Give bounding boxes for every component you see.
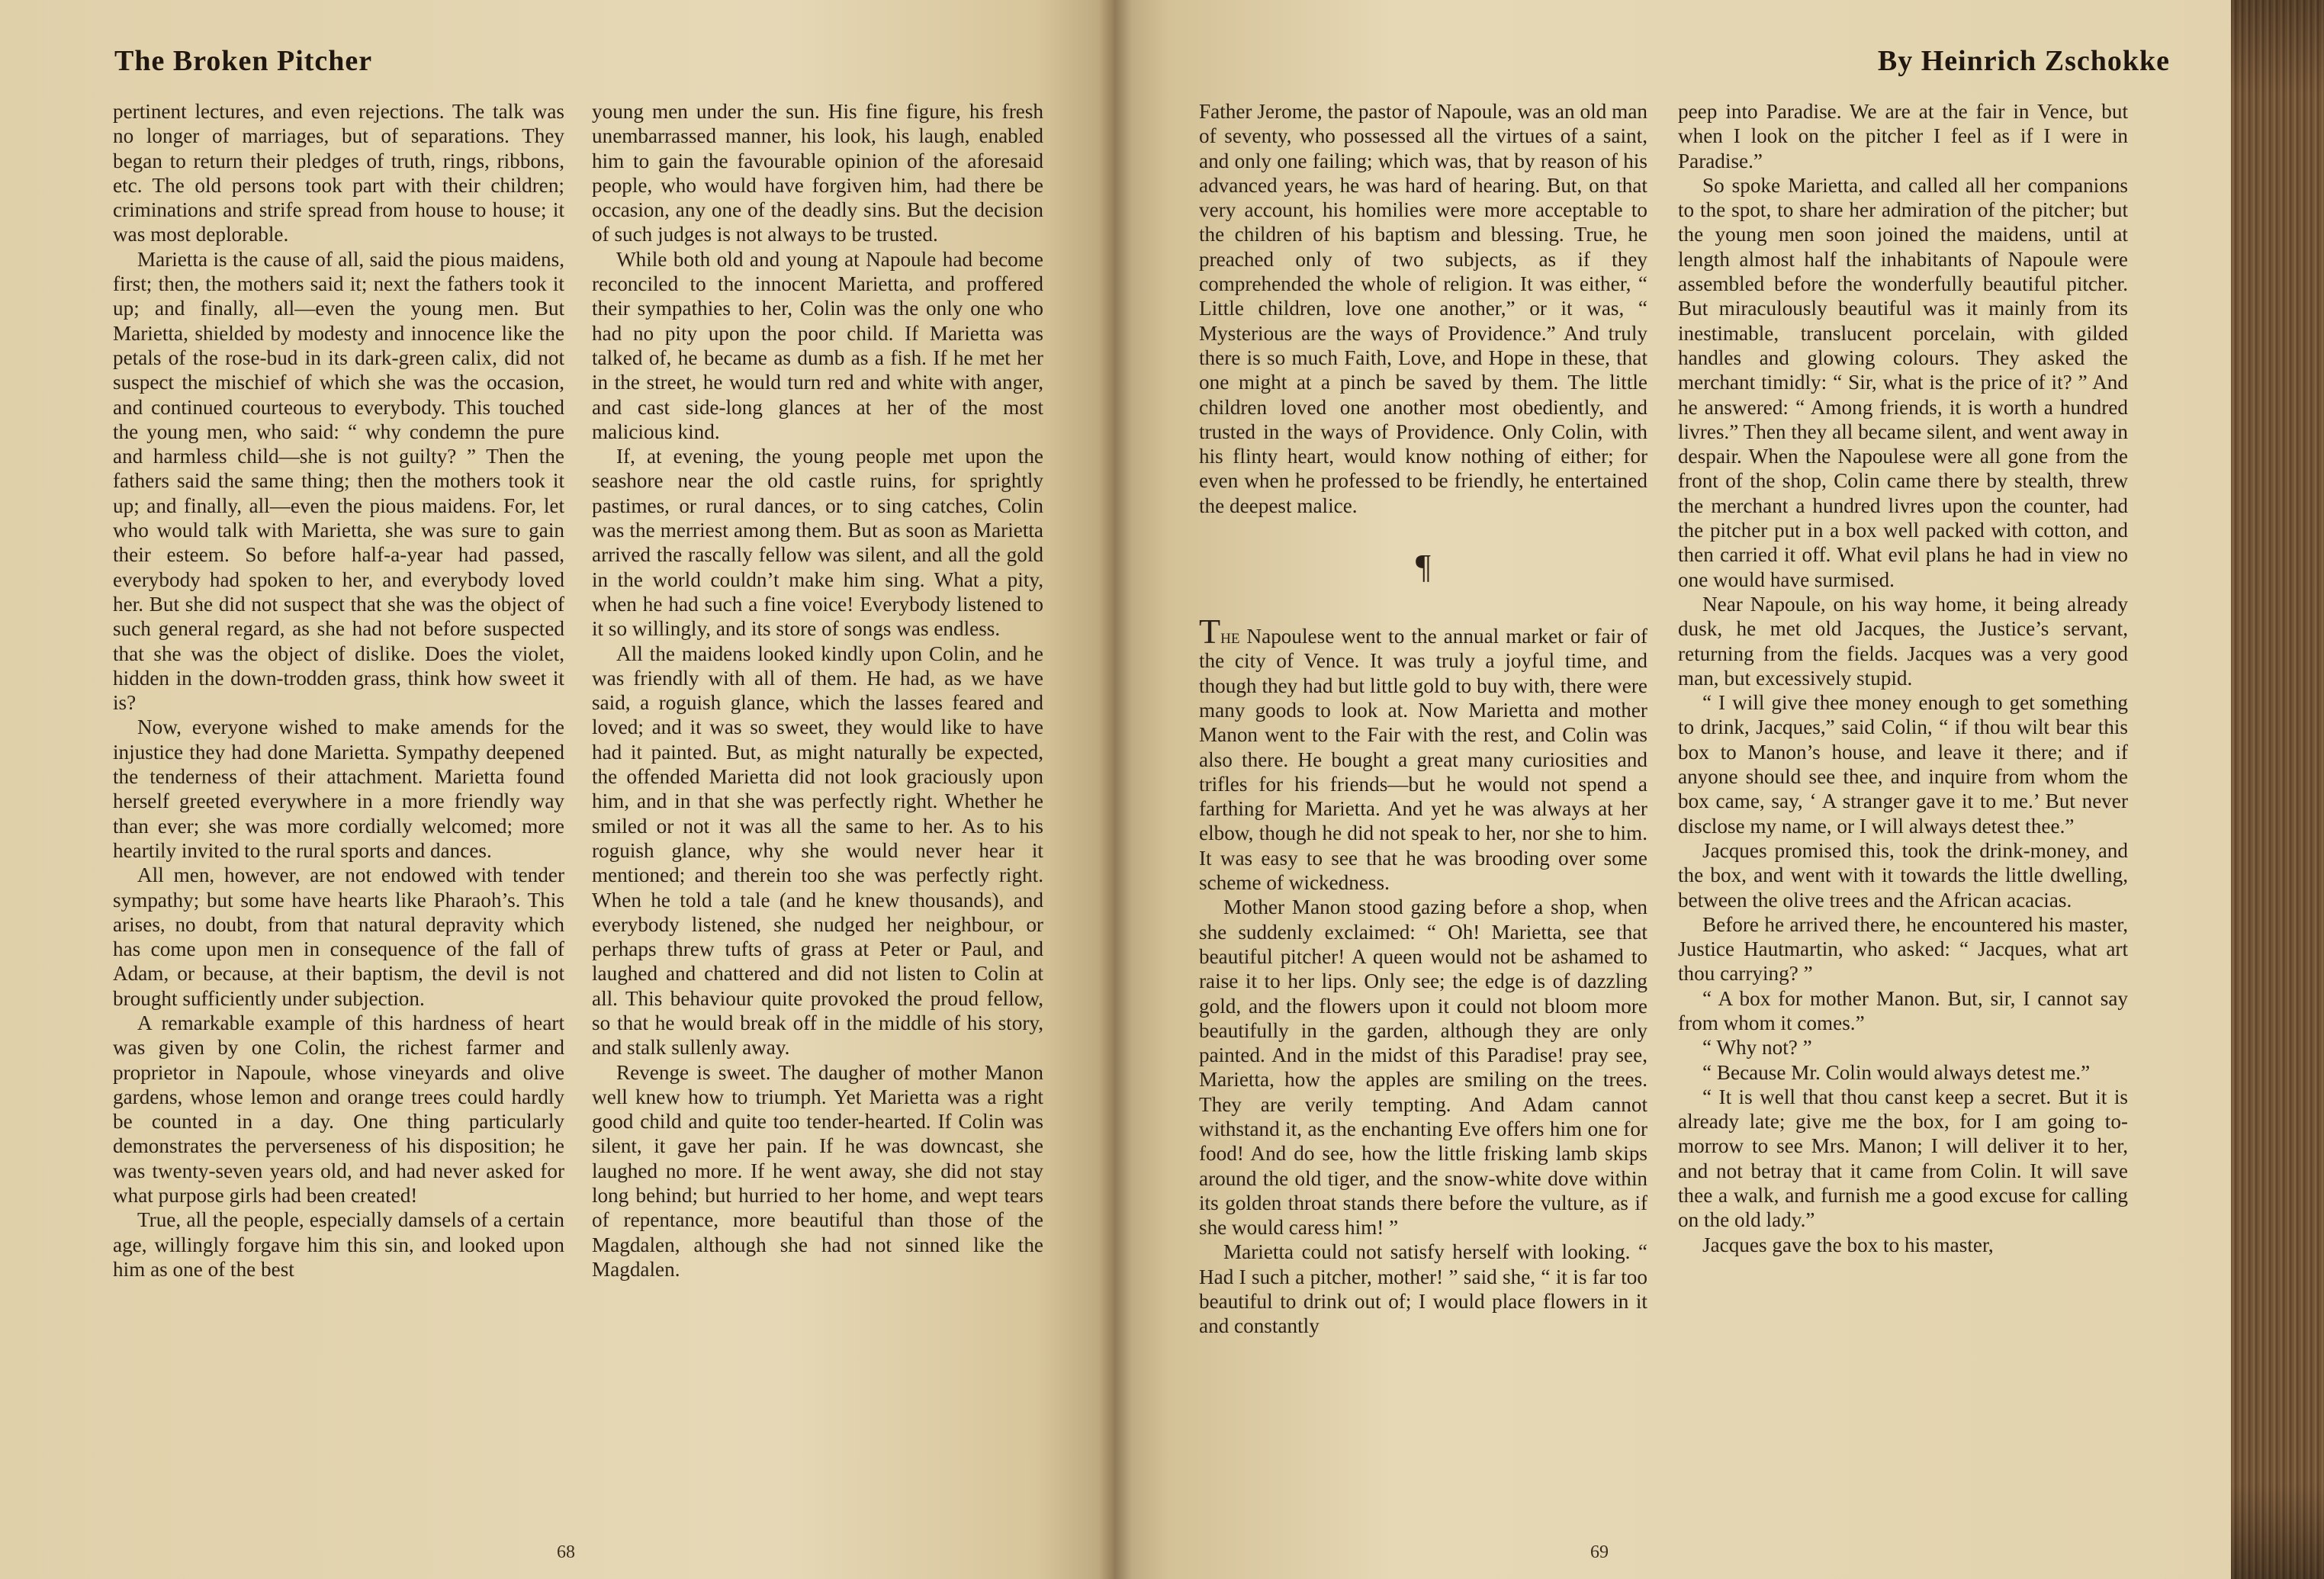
paragraph: If, at evening, the young people met upon the seashore near the old castle ruins, for sprightly pastimes, or rural dances, or to sing catches, Colin was the merriest among them. But as soon as Marietta arrived the rascally fellow was silent, and all the gold in the world couldn’t make him sing. What a pity, when he had such a fine voice! Everybody listened to it so willingly, and its store of songs was endless. [592, 445, 1043, 641]
paragraph: peep into Paradise. We are at the fair in Vence, but when I look on the pitcher I feel as if I were in Paradise.” [1678, 100, 2128, 172]
paragraph: Marietta is the cause of all, said the pious maidens, first; then, the mothers said it; next the fathers took it up; and finally, all—even the young men. But Marietta, shielded by modesty and innocence like the petals of the rose-bud in its dark-green calix, did not suspect the mischief of which she was the occasion, and continued courteous to everybody. This touched the young men, who said: “ why condemn the pure and harmless child—she is not guilty? ” Then the fathers said the same thing; then the mothers took it up; and finally, all—even the pious maidens. For, let who would talk with Marietta, she was sure to gain their esteem. So before half-a-year had passed, everybody had spoken to her, and everybody loved her. But she did not suspect that she was the object of such general regard, as she had not before suspected that she was the object of dislike. Does the violet, hidden in the down-trodden grass, think how sweet it is? [113, 247, 564, 715]
page-number-right: 69 [1590, 1542, 1609, 1562]
section-mark-icon: ¶ [1416, 548, 1431, 586]
paragraph: “ It is well that thou canst keep a secret. But it is already late; give me the box, for I am going to-morrow to see Mrs. Manon; I will deliver it to her, and not betray that it came from Colin. It will save thee a walk, and furnish me a good excuse for calling on the old lady.” [1678, 1085, 2128, 1232]
paragraph-text: Napoulese went to the annual market or fair of the city of Vence. It was truly a joyful time, and though they had but little gold to buy with, there were many goods to look at. Now Marietta and mother Manon went to the Fair with the rest, and Colin was also there. He bought a great many curiosities and trifles for his friends—but he would not spend a farthing for Marietta. And yet he was always at her elbow, though he did not speak to her, nor she to him. It was easy to see that he was brooding over some scheme of wickedness. [1199, 625, 1647, 895]
running-head-right: By Heinrich Zschokke [1877, 45, 2170, 77]
paragraph: young men under the sun. His fine figure, his fresh unembarrassed manner, his look, his laugh, enabled him to gain the favourable opinion of the aforesaid people, who would have forgiven him, had there be occasion, any one of the deadly sins. But the decision of such judges is not always to be trusted. [592, 100, 1043, 246]
left-page-column-1 [113, 99, 564, 1533]
page-edges-shade [2231, 0, 2324, 1579]
right-page-column-1 [1199, 99, 1647, 1533]
paragraph: All the maidens looked kindly upon Colin, and he was friendly with all of them. He had, as we have said, a roguish glance, which the lasses feared and loved; and it was so sweet, they would like to have had it painted. But, as might naturally be expected, the offended Marietta did not look graciously upon him, and in that she was perfectly right. Whether he smiled or not it was all the same to her. As to his roguish glance, why she would never hear it mentioned; and therein too she was perfectly right. When he told a tale (and he knew thousands), and everybody listened, she nudged her neighbour, or perhaps threw tufts of grass at Peter or Paul, and laughed and chattered and did not listen to Colin at all. This behaviour quite provoked the proud fellow, so that he would break off in the middle of his story, and stalk sullenly away. [592, 642, 1043, 1060]
drop-cap: T [1199, 612, 1221, 651]
paragraph: “ Why not? ” [1702, 1036, 1812, 1060]
paragraph: “ I will give thee money enough to get something to drink, Jacques,” said Colin, “ if thou wilt bear this box to Manon’s house, and leave it there; and if anyone should see thee, and inquire from whom the box came, say, ‘ A stranger gave it to me.’ But never disclose my name, or I will always detest thee.” [1678, 691, 2128, 838]
paragraph: Before he arrived there, he encountered his master, Justice Hautmartin, who asked: “ Jacques, what art thou carrying? ” [1678, 912, 2128, 986]
paragraph: “ Because Mr. Colin would always detest me.” [1702, 1060, 2091, 1084]
section-opening-paragraph [1199, 612, 1647, 895]
running-head-left: The Broken Pitcher [114, 45, 373, 77]
left-page [0, 0, 1114, 1579]
right-page [1114, 0, 2235, 1579]
drop-cap-rest: he [1220, 625, 1240, 648]
paragraph: Jacques promised this, took the drink-money, and the box, and went with it towards the little dwelling, between the olive trees and the African acacias. [1678, 838, 2128, 912]
paragraph: Jacques gave the box to his master, [1702, 1233, 1994, 1256]
paragraph: While both old and young at Napoule had become reconciled to the innocent Marietta, and proffered their sympathies to her, Colin was the only one who had no pity upon the poor child. If Marietta was talked of, he became as dumb as a fish. If he met her in the street, he would turn red and white with anger, and cast side-long glances at her of the most malicious kind. [592, 247, 1043, 443]
paragraph: pertinent lectures, and even rejections. The talk was no longer of marriages, but of separations. They began to return their pledges of truth, rings, ribbons, etc. The old persons took part with their children; criminations and strife spread from house to house; it was most deplorable. [113, 100, 564, 246]
paragraph: Marietta could not satisfy herself with looking. “ Had I such a pitcher, mother! ” said she, “ it is far too beautiful to drink out of; I would place flowers in it and constantly [1199, 1240, 1647, 1338]
paragraph: “ A box for mother Manon. But, sir, I cannot say from whom it comes.” [1678, 986, 2128, 1034]
paragraph: All men, however, are not endowed with tender sympathy; but some have hearts like Pharaoh’s. This arises, no doubt, from that natural depravity which has come upon men in consequence of the fall of Adam, or because, at their baptism, the devil is not brought sufficiently under subjection. [113, 863, 564, 1010]
right-page-column-2 [1678, 99, 2128, 1533]
paragraph: Father Jerome, the pastor of Napoule, was an old man of seventy, who possessed all the virtues of a saint, and only one failing; which was, that by reason of his advanced years, he was hard of hearing. But, on that very account, his homilies were more acceptable to the children of his baptism and blessing. True, he preached only of two subjects, as if they comprehended the whole of religion. It was either, “ Little children, love one another,” or it was, “ Mysterious are the ways of Providence.” And truly there is so much Faith, Love, and Hope in these, that one might at a pinch be saved by them. The little children loved one another most obediently, and trusted in the ways of Providence. Only Colin, with his flinty heart, would know nothing of either; for even when he professed to be friendly, he entertained the deepest malice. [1199, 100, 1647, 517]
paragraph: Mother Manon stood gazing before a shop, when she suddenly exclaimed: “ Oh! Marietta, see that beautiful pitcher! A queen would not be ashamed to raise it to her lips. Only see; the edge is of dazzling gold, and the flowers upon it could not bloom more beautifully in the garden, although they are only painted. And in the midst of this Paradise! pray see, Marietta, how the apples are smiling on the trees. They are verily tempting. And Adam cannot withstand it, as the enchanting Eve offers him one for food! And do see, how the little frisking lamb skips around the old tiger, and the snow-white dove within its golden throat stands there before the vulture, as if she would caress him! ” [1199, 896, 1647, 1240]
paragraph: True, all the people, especially damsels of a certain age, willingly forgave him this sin, and looked upon him as one of the best [113, 1208, 564, 1281]
book-gutter [1098, 0, 1132, 1579]
paragraph: A remarkable example of this hardness of heart was given by one Colin, the richest farmer and proprietor in Napoule, whose vineyards and olive gardens, whose lemon and orange trees could hardly be counted in a day. One thing particularly demonstrates the perverseness of his disposition; he was twenty-seven years old, and had never asked for what purpose girls had been created! [113, 1011, 564, 1208]
paragraph: Revenge is sweet. The daugher of mother Manon well knew how to triumph. Yet Marietta was a right good child and quite too tender-hearted. If Colin was silent, it gave her pain. If he was downcast, she laughed no more. If he went away, she did not stay long behind; but hurried to her home, and wept tears of repentance, more beautiful than those of the Magdalen, although she had not sinned like the Magdalen. [592, 1060, 1043, 1281]
paragraph: Now, everyone wished to make amends for the injustice they had done Marietta. Sympathy deepened the tenderness of their attachment. Marietta found herself greeted everywhere in a more friendly way than ever; she was more cordially welcomed; more heartily invited to the rural sports and dances. [113, 716, 564, 862]
paragraph: Near Napoule, on his way home, it being already dusk, he met old Jacques, the Justice’s servant, returning from the fields. Jacques was a very good man, but excessively stupid. [1678, 592, 2128, 690]
paragraph: So spoke Marietta, and called all her companions to the spot, to share her admiration of the pitcher; but the young men soon joined the maidens, until at length almost half the inhabitants of Napoule were assembled before the wonderfully beautiful pitcher. But miraculously beautiful was it mainly from its inestimable, translucent porcelain, with gilded handles and glowing colours. They asked the merchant timidly: “ Sir, what is the price of it? ” And he answered: “ Among friends, it is worth a hundred livres.” Then they all became silent, and went away in despair. When the Napoulese were all gone from the front of the shop, Colin came there by stealth, threw the merchant a hundred livres upon the counter, had the pitcher put in a box well packed with cotton, and then carried it off. What evil plans he had in view no one would have surmised. [1678, 173, 2128, 591]
page-number-left: 68 [557, 1542, 575, 1562]
left-page-column-2 [592, 99, 1043, 1533]
